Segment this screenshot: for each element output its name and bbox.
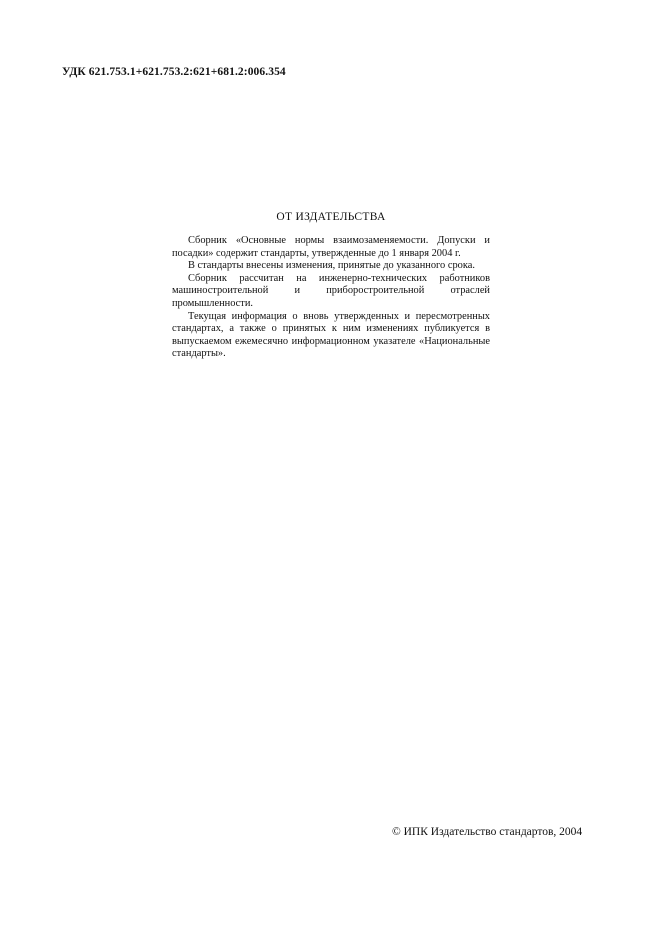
paragraph: В стандарты внесены изменения, принятые до указанного срока. [188, 260, 475, 272]
paragraph: Текущая информация о вновь утвержденных и пересмотренных стандартах, а также о принятых к ним изменениях публикуется в выпускаемом ежемесячно информационном указателе «Национальные стандарты». [172, 310, 490, 360]
udk-code: УДК 621.753.1+621.753.2:621+681.2:006.354 [62, 66, 286, 78]
paragraph: Сборник «Основные нормы взаимозаменяемости. Допуски и посадки» содержит стандарты, утвержденные до 1 января 2004 г. [172, 235, 490, 259]
publisher-note-title: ОТ ИЗДАТЕЛЬСТВА [276, 211, 386, 223]
paragraph: Сборник рассчитан на инженерно-технических работников машиностроительной и приборостроительной отраслей промышленности. [172, 272, 490, 309]
publisher-note [172, 211, 490, 361]
copyright-notice: © ИПК Издательство стандартов, 2004 [392, 826, 583, 838]
